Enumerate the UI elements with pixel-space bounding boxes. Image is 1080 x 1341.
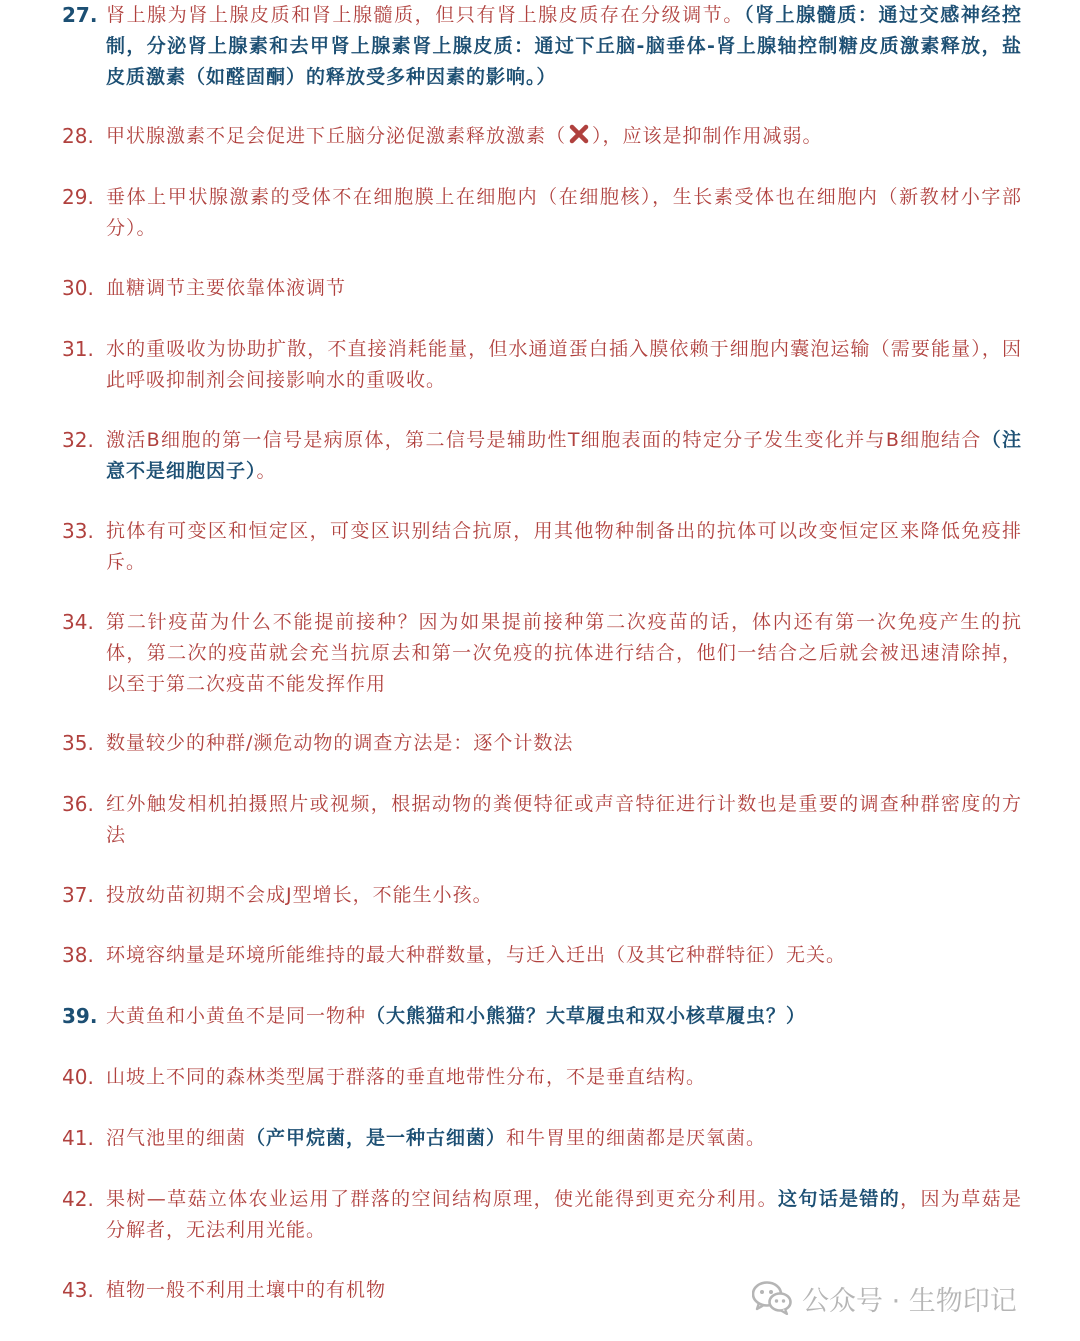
watermark <box>752 1278 1017 1318</box>
item-number: 39. <box>62 1004 98 1028</box>
wechat-icon <box>752 1281 792 1315</box>
list-item-29 <box>62 182 1022 244</box>
item-text <box>106 121 1022 152</box>
item-note: （注意不是细胞因子） <box>106 429 1022 482</box>
item-number: 29. <box>62 185 94 209</box>
item-text: 植物一般不利用土壤中的有机物 <box>106 1279 387 1301</box>
item-number: 27. <box>62 3 98 27</box>
item-number: 34. <box>62 610 94 634</box>
cross-mark-icon <box>568 123 590 145</box>
item-number: 36. <box>62 792 94 816</box>
list-item-36 <box>62 789 1022 851</box>
item-text <box>106 0 1022 93</box>
item-text: 水的重吸收为协助扩散，不直接消耗能量，但水通道蛋白插入膜依赖于细胞内囊泡运输（需要能量），因此呼吸抑制剂会间接影响水的重吸收。 <box>106 338 1022 391</box>
list-item-31 <box>62 334 1022 396</box>
list-item-32 <box>62 425 1022 487</box>
item-text: 环境容纳量是环境所能维持的最大种群数量，与迁入迁出（及其它种群特征）无关。 <box>106 944 847 966</box>
item-text-main: 果树—草菇立体农业运用了群落的空间结构原理，使光能得到更充分利用。 <box>106 1188 778 1210</box>
item-number: 37. <box>62 883 94 907</box>
item-note: （肾上腺髓质：通过交感神经控制，分泌肾上腺素和去甲肾上腺素肾上腺皮质：通过下丘脑-脑垂体-肾上腺轴控制糖皮质激素释放，盐皮质激素（如醛固酮）的释放受多种因素的影响。） <box>106 4 1022 88</box>
list-item-37 <box>62 880 1022 911</box>
list-item-42 <box>62 1184 1022 1246</box>
item-number: 30. <box>62 276 94 300</box>
item-text <box>106 425 1022 487</box>
list-item-41 <box>62 1123 1022 1154</box>
list-item-35 <box>62 728 1022 759</box>
list-item-27 <box>62 0 1022 93</box>
item-text-main: 大黄鱼和小黄鱼不是同一物种 <box>106 1005 367 1027</box>
item-number: 32. <box>62 428 94 452</box>
item-note: 这句话是错的 <box>777 1188 901 1210</box>
item-text <box>106 1184 1022 1246</box>
list-item-40 <box>62 1062 1022 1093</box>
list-item-33 <box>62 516 1022 578</box>
item-number: 33. <box>62 519 94 543</box>
item-number: 43. <box>62 1278 94 1302</box>
item-text <box>106 1123 1022 1154</box>
item-text-main: 沼气池里的细菌 <box>106 1127 247 1149</box>
item-text: 血糖调节主要依靠体液调节 <box>106 277 347 299</box>
item-note: （产甲烷菌，是一种古细菌） <box>246 1127 507 1149</box>
list-item-38 <box>62 940 1022 971</box>
list-item-28 <box>62 121 1022 152</box>
item-number: 35. <box>62 731 94 755</box>
list-item-39 <box>62 1001 1022 1032</box>
item-text <box>106 1001 1022 1032</box>
item-text-tail: 。 <box>256 460 277 482</box>
item-text-tail: ），应该是抑制作用减弱。 <box>592 125 823 147</box>
list-item-30 <box>62 273 1022 304</box>
item-text-main: 激活B细胞的第一信号是病原体，第二信号是辅助性T细胞表面的特定分子发生变化并与B细胞结合 <box>106 429 982 451</box>
item-text: 投放幼苗初期不会成J型增长，不能生小孩。 <box>106 884 493 906</box>
item-number: 41. <box>62 1126 94 1150</box>
item-text-tail: 和牛胃里的细菌都是厌氧菌。 <box>506 1127 767 1149</box>
item-text-main: 肾上腺为肾上腺皮质和肾上腺髓质，但只有肾上腺皮质存在分级调节。 <box>106 4 744 26</box>
item-number: 40. <box>62 1065 94 1089</box>
list-item-43 <box>62 1275 742 1306</box>
item-text: 数量较少的种群/濒危动物的调查方法是：逐个计数法 <box>106 732 574 754</box>
watermark-text: 公众号 · 生物印记 <box>802 1285 1017 1317</box>
item-note: （大熊猫和小熊猫？大草履虫和双小核草履虫？） <box>366 1005 807 1027</box>
item-text: 垂体上甲状腺激素的受体不在细胞膜上在细胞内（在细胞核），生长素受体也在细胞内（新教材小字部分）。 <box>106 186 1022 239</box>
item-number: 28. <box>62 124 94 148</box>
item-number: 42. <box>62 1187 94 1211</box>
item-text: 抗体有可变区和恒定区，可变区识别结合抗原，用其他物种制备出的抗体可以改变恒定区来降低免疫排斥。 <box>106 520 1022 573</box>
item-text: 山坡上不同的森林类型属于群落的垂直地带性分布，不是垂直结构。 <box>106 1066 707 1088</box>
list-item-34 <box>62 607 1022 700</box>
item-number: 38. <box>62 943 94 967</box>
item-text: 红外触发相机拍摄照片或视频，根据动物的粪便特征或声音特征进行计数也是重要的调查种群密度的方法 <box>106 793 1022 846</box>
item-text-tail: ，因为草菇是分解者，无法利用光能。 <box>106 1188 1022 1241</box>
item-number: 31. <box>62 337 94 361</box>
item-text-main: 甲状腺激素不足会促进下丘脑分泌促激素释放激素（ <box>106 125 567 147</box>
item-text: 第二针疫苗为什么不能提前接种？因为如果提前接种第二次疫苗的话，体内还有第一次免疫产生的抗体，第二次的疫苗就会充当抗原去和第一次免疫的抗体进行结合，他们一结合之后就会被迅速清除掉，以至于第二次疫苗不能发挥作用 <box>106 611 1022 695</box>
